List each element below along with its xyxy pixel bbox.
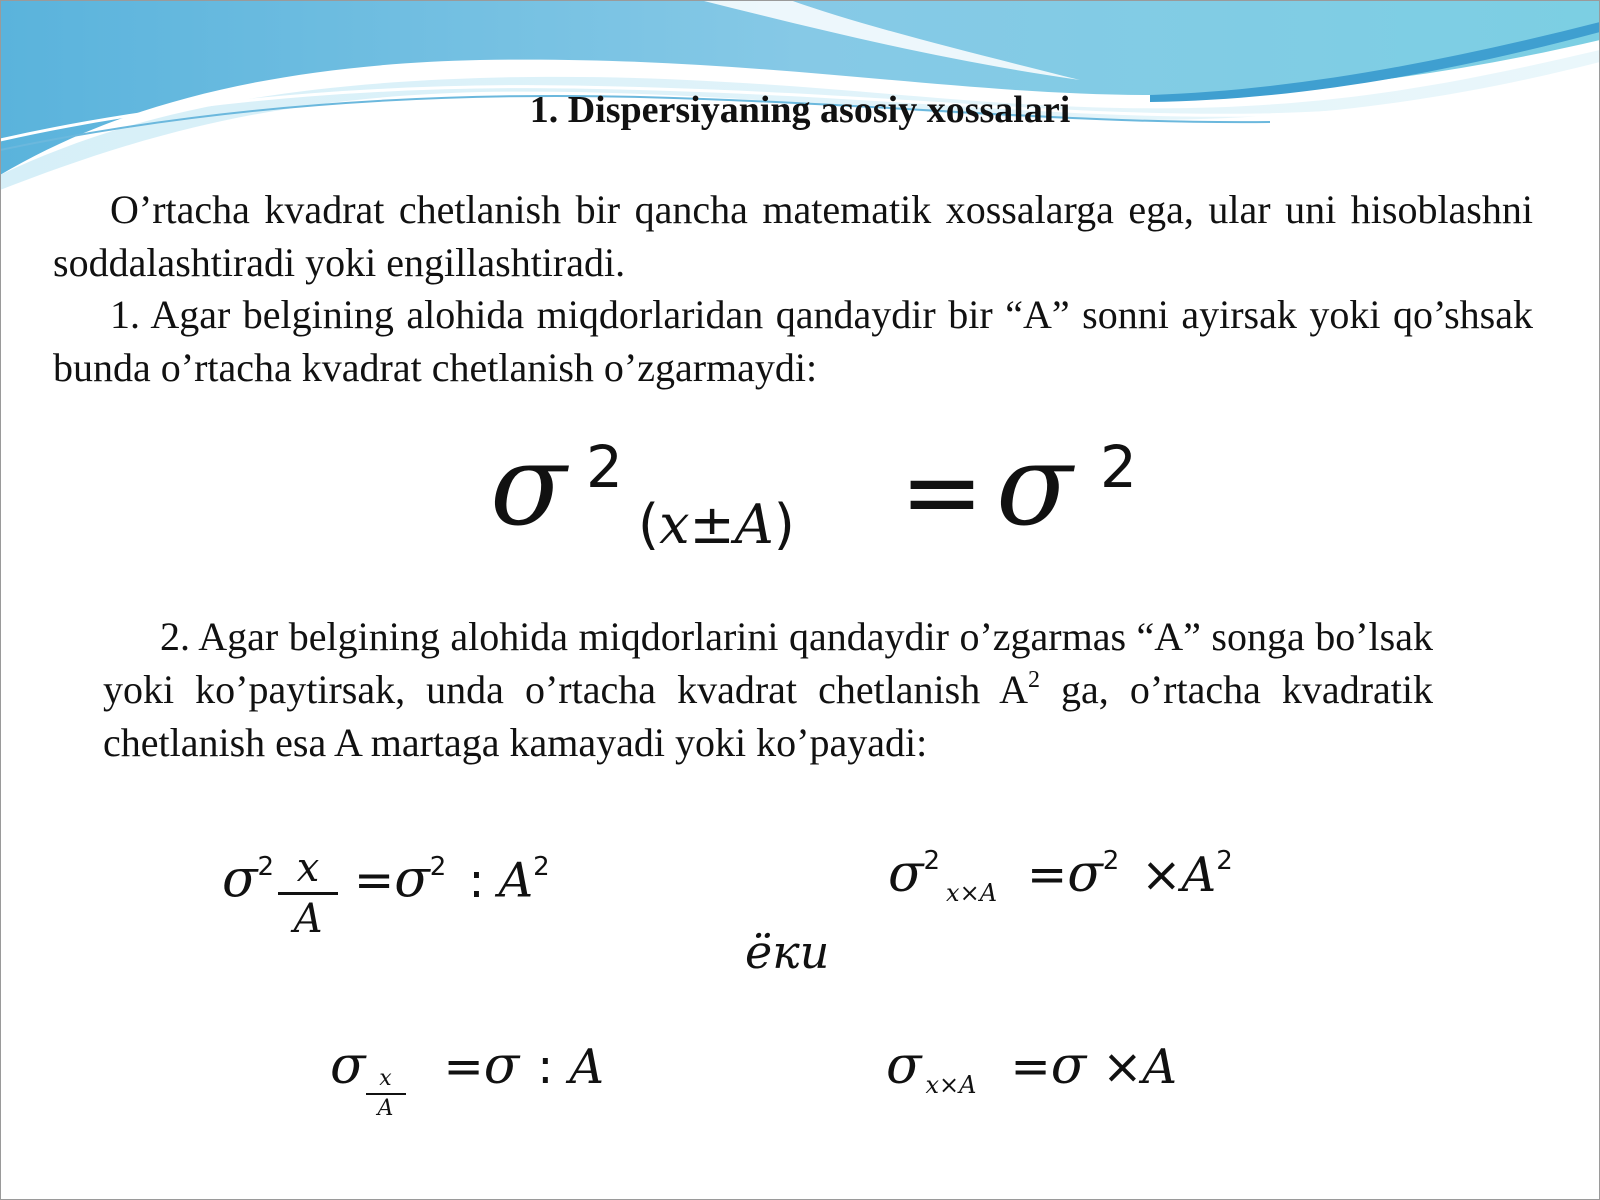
intro-paragraph: [53, 183, 1533, 289]
times-sign: ×: [1102, 1039, 1143, 1095]
subscript-fraction-x-over-a: $\frac{x}{A}$: [366, 1067, 406, 1121]
conjunction-label: ёки: [745, 925, 830, 979]
sigma-symbol: σ: [222, 849, 258, 910]
colon-sign: :: [537, 1039, 554, 1095]
sigma-symbol: σ: [1050, 1036, 1087, 1096]
subscript-x-times-a: x×A: [925, 1071, 977, 1099]
variable-a: A: [1142, 1039, 1178, 1095]
property-2-text-start: 2. Agar belgining alohida miqdorlarini qandaydir o’zgarmas “A” songa bo’lsak yoki ko’paytirsak, unda o’rtacha kvadrat chetlanish A: [103, 614, 1433, 712]
formula-std-divide: [330, 1036, 605, 1121]
exponent: 2: [586, 433, 623, 501]
sigma-symbol: σ: [1067, 844, 1103, 904]
formula-std-multiply: [886, 1036, 1178, 1099]
sigma-symbol: σ: [888, 844, 924, 904]
property-2-text-end: ga, o’rtacha kvadratik chetlanish esa A martaga kamayadi yoki ko’payadi:: [103, 667, 1433, 765]
intro-text: O’rtacha kvadrat chetlanish bir qancha matematik xossalarga ega, ular uni hisoblashni soddalashtiradi yoki engillashtiradi.: [53, 187, 1533, 285]
colon-sign: :: [468, 852, 485, 909]
fraction-x-over-a: $\frac{x}{A}$: [278, 846, 338, 941]
sigma-symbol: σ: [886, 1036, 922, 1096]
formula-variance-multiply: [888, 844, 1233, 907]
equals-sign: =: [900, 433, 984, 550]
exponent: 2: [1100, 433, 1137, 501]
sigma-symbol: σ: [483, 1036, 520, 1096]
equals-sign: =: [354, 852, 395, 909]
exponent: 2: [257, 851, 275, 882]
times-sign: ×: [1141, 847, 1182, 903]
formula-variance-shift: [490, 421, 1170, 570]
exponent: 2: [429, 851, 447, 882]
property-2-superscript: 2: [1027, 667, 1040, 693]
exponent: 2: [1102, 846, 1120, 876]
property-2-paragraph: [103, 610, 1433, 769]
sigma-symbol: σ: [394, 849, 430, 910]
slide-title: 1. Dispersiyaning asosiy xossalari: [529, 89, 1071, 131]
exponent: 2: [533, 851, 550, 882]
subscript-x-times-a: x×A: [946, 879, 998, 907]
variable-a: A: [569, 1039, 605, 1095]
variable-a: A: [498, 852, 534, 909]
subscript-x-pm-a: (x±A): [638, 493, 795, 556]
sigma-symbol: σ: [330, 1036, 366, 1096]
property-1-text: 1. Agar belgining alohida miqdorlaridan qandaydir bir “A” sonni ayirsak yoki qo’shsak bunda o’rtacha kvadrat chetlanish o’zgarmaydi:: [53, 292, 1533, 390]
equals-sign: =: [443, 1039, 484, 1095]
exponent: 2: [923, 846, 941, 876]
equals-sign: =: [1027, 847, 1068, 903]
sigma-symbol: σ: [996, 421, 1073, 551]
exponent: 2: [1216, 846, 1233, 876]
variable-a: A: [1181, 847, 1217, 903]
sigma-symbol: σ: [490, 421, 567, 551]
property-1-paragraph: [53, 288, 1533, 394]
formula-variance-divide: [222, 838, 550, 942]
equals-sign: =: [1010, 1039, 1051, 1095]
